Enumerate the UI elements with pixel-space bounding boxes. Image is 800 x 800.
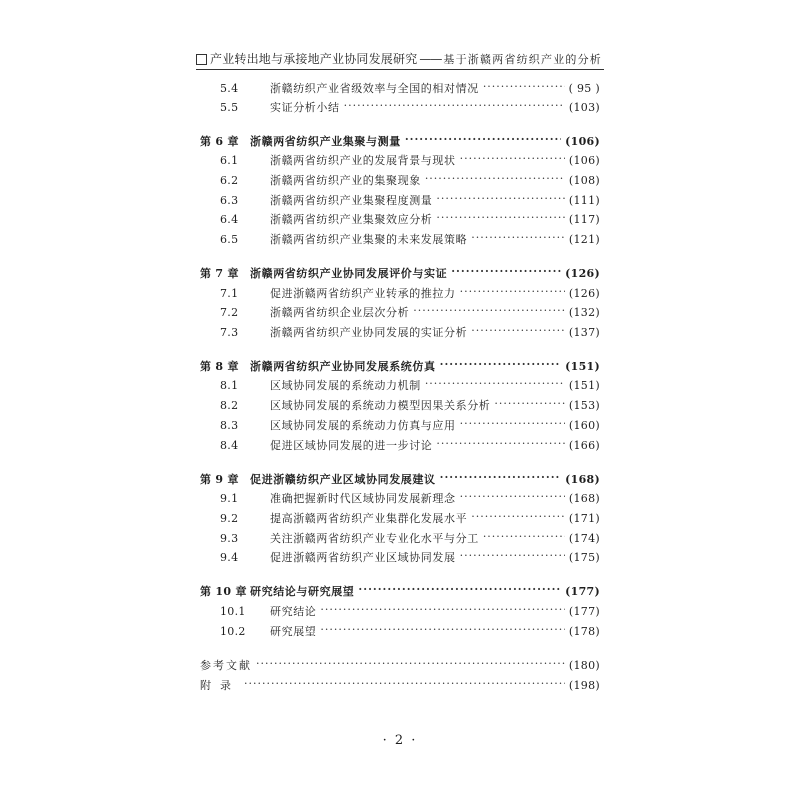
toc-leader-dots <box>460 284 565 302</box>
toc-entry-title: 区域协同发展的系统动力模型因果关系分析 <box>270 399 491 412</box>
toc-chapter-row[interactable] <box>200 470 600 488</box>
toc-entry-title: 浙赣两省纺织产业集聚的未来发展策略 <box>270 233 468 246</box>
toc-entry-title: 浙赣纺织产业省级效率与全国的相对情况 <box>270 82 479 95</box>
toc-leader-dots <box>413 303 565 321</box>
header-square-icon <box>196 54 207 65</box>
toc-entry-title: 准确把握新时代区域协同发展新理念 <box>270 492 456 505</box>
toc-page-number: (137) <box>568 325 600 339</box>
toc-leader-dots <box>483 79 565 97</box>
toc-leader-dots <box>320 622 565 640</box>
toc-section-row[interactable] <box>200 191 600 209</box>
toc-section-row[interactable] <box>200 489 600 507</box>
toc-entry-number: 8.1 <box>220 378 239 392</box>
toc-entry-title: 浙赣两省纺织产业协同发展的实证分析 <box>270 326 468 339</box>
toc-page-number: (171) <box>568 511 600 525</box>
toc-entry-title: 浙赣两省纺织产业的发展背景与现状 <box>270 154 456 167</box>
toc-entry-number: 9.2 <box>220 511 239 525</box>
toc-backmatter-row[interactable] <box>200 656 600 674</box>
toc-entry-title: 附录 <box>200 679 240 692</box>
toc-page-number: (106) <box>565 134 600 148</box>
toc-page-number: (178) <box>568 624 600 638</box>
toc-section-row[interactable] <box>200 622 600 640</box>
toc-section-row[interactable] <box>200 529 600 547</box>
toc-entry-title: 促进浙赣两省纺织产业区域协同发展 <box>270 551 456 564</box>
toc-entry-title: 促进区域协同发展的进一步讨论 <box>270 439 433 452</box>
toc-leader-dots <box>425 376 565 394</box>
toc-page-number: (106) <box>568 153 600 167</box>
toc-page-number: (180) <box>568 658 600 672</box>
toc-section-row[interactable] <box>200 303 600 321</box>
toc-backmatter-row[interactable] <box>200 676 600 694</box>
page-number: · 2 · <box>382 733 418 748</box>
running-header <box>196 50 604 67</box>
toc-entry-number: 8.4 <box>220 438 239 452</box>
toc-entry-number: 10.2 <box>220 624 246 638</box>
toc-page-number: (174) <box>568 531 600 545</box>
toc-entry-number: 8.3 <box>220 418 239 432</box>
toc-section-row[interactable] <box>200 151 600 169</box>
toc-entry-title: 浙赣两省纺织产业协同发展评价与实证 <box>250 267 448 280</box>
toc-chapter-row[interactable] <box>200 582 600 600</box>
toc-entry-number: 第 7 章 <box>200 267 239 280</box>
toc-page-number: (126) <box>565 266 600 280</box>
toc-entry-number: 9.1 <box>220 491 239 505</box>
toc-entry-number: 7.1 <box>220 286 239 300</box>
toc-leader-dots <box>460 489 565 507</box>
toc-chapter-row[interactable] <box>200 132 600 150</box>
toc-page-number: (198) <box>568 678 600 692</box>
toc-section-row[interactable] <box>200 284 600 302</box>
toc-page-number: (121) <box>568 232 600 246</box>
header-dash: —— <box>419 51 442 66</box>
header-title-main: 产业转出地与承接地产业协同发展研究 <box>210 52 418 66</box>
toc-page-number: (153) <box>568 398 600 412</box>
toc-section-row[interactable] <box>200 509 600 527</box>
toc-page-number: (151) <box>568 378 600 392</box>
toc-page-number: (175) <box>568 550 600 564</box>
toc-leader-dots <box>471 509 565 527</box>
toc-page-number: (151) <box>565 359 600 373</box>
header-title-sub: 基于浙赣两省纺织产业的分析 <box>443 52 603 66</box>
toc-entry-title: 参考文献 <box>200 659 252 672</box>
toc-page-number: (177) <box>565 584 600 598</box>
toc-leader-dots <box>460 151 565 169</box>
toc-page-number: (177) <box>568 604 600 618</box>
toc-entry-title: 关注浙赣两省纺织产业专业化水平与分工 <box>270 532 479 545</box>
toc-entry-number: 第 9 章 <box>200 473 239 486</box>
toc-entry-title: 浙赣两省纺织产业协同发展系统仿真 <box>250 360 436 373</box>
toc-leader-dots <box>256 656 565 674</box>
toc-entry-title: 研究展望 <box>270 625 317 638</box>
toc-page-number: (117) <box>568 212 600 226</box>
toc-entry-number: 10.1 <box>220 604 246 618</box>
toc-section-row[interactable] <box>200 602 600 620</box>
toc-leader-dots <box>483 529 565 547</box>
toc-section-row[interactable] <box>200 210 600 228</box>
toc-leader-dots <box>425 171 565 189</box>
toc-leader-dots <box>451 264 561 282</box>
toc-section-row[interactable] <box>200 98 600 116</box>
toc-leader-dots <box>494 396 565 414</box>
toc-leader-dots <box>344 98 565 116</box>
toc-entry-title: 区域协同发展的系统动力机制 <box>270 379 421 392</box>
toc-entry-number: 9.4 <box>220 550 239 564</box>
toc-entry-title: 浙赣两省纺织企业层次分析 <box>270 306 410 319</box>
header-rule <box>196 69 604 70</box>
toc-leader-dots <box>405 132 561 150</box>
toc-entry-title: 提高浙赣两省纺织产业集群化发展水平 <box>270 512 468 525</box>
toc-entry-number: 5.4 <box>220 81 239 95</box>
toc-page-number: (108) <box>568 173 600 187</box>
toc-leader-dots <box>436 436 565 454</box>
toc-leader-dots <box>471 323 565 341</box>
toc-page-number: (126) <box>568 286 600 300</box>
toc-entry-number: 5.5 <box>220 100 239 114</box>
toc-section-row[interactable] <box>200 396 600 414</box>
toc-entry-number: 7.3 <box>220 325 239 339</box>
toc-entry-number: 6.1 <box>220 153 239 167</box>
toc-entry-number: 8.2 <box>220 398 239 412</box>
toc-section-row[interactable] <box>200 171 600 189</box>
toc-chapter-row[interactable] <box>200 357 600 375</box>
toc-section-row[interactable] <box>200 323 600 341</box>
toc-entry-title: 浙赣两省纺织产业集聚程度测量 <box>270 194 433 207</box>
toc-entry-title: 浙赣两省纺织产业的集聚现象 <box>270 174 421 187</box>
toc-entry-title: 研究结论 <box>270 605 317 618</box>
toc-entry-number: 6.3 <box>220 193 239 207</box>
toc-leader-dots <box>436 191 565 209</box>
toc-page-number: (132) <box>568 305 600 319</box>
toc-entry-number: 第 6 章 <box>200 135 239 148</box>
toc-leader-dots <box>358 582 561 600</box>
toc-entry-number: 6.2 <box>220 173 239 187</box>
toc-section-row[interactable] <box>200 436 600 454</box>
toc-page-number: (160) <box>568 418 600 432</box>
toc-leader-dots <box>244 676 565 694</box>
toc-entry-title: 实证分析小结 <box>270 101 340 114</box>
toc-entry-title: 研究结论与研究展望 <box>250 585 355 598</box>
toc-entry-number: 第 8 章 <box>200 360 239 373</box>
toc-leader-dots <box>440 470 562 488</box>
toc-entry-title: 区域协同发展的系统动力仿真与应用 <box>270 419 456 432</box>
toc-entry-number: 7.2 <box>220 305 239 319</box>
toc-chapter-row[interactable] <box>200 264 600 282</box>
toc-entry-title: 浙赣两省纺织产业集聚效应分析 <box>270 213 433 226</box>
toc-section-row[interactable] <box>200 79 600 97</box>
toc-entry-title: 促进浙赣纺织产业区域协同发展建议 <box>250 473 436 486</box>
toc-leader-dots <box>320 602 565 620</box>
toc-page-number: (168) <box>568 491 600 505</box>
toc-entry-number: 6.5 <box>220 232 239 246</box>
toc-entry-number: 9.3 <box>220 531 239 545</box>
toc-page-number: (166) <box>568 438 600 452</box>
toc-section-row[interactable] <box>200 416 600 434</box>
toc-entry-title: 浙赣两省纺织产业集聚与测量 <box>250 135 401 148</box>
toc-page-number: ( 95 ) <box>568 81 600 95</box>
toc-leader-dots <box>460 416 565 434</box>
toc-leader-dots <box>471 230 565 248</box>
toc-leader-dots <box>460 548 565 566</box>
toc-page-number: (168) <box>565 472 600 486</box>
toc-leader-dots <box>436 210 565 228</box>
toc-page-number: (103) <box>568 100 600 114</box>
toc-page-number: (111) <box>568 193 600 207</box>
toc-entry-number: 6.4 <box>220 212 239 226</box>
toc-section-row[interactable] <box>200 376 600 394</box>
toc-entry-number: 第 10 章 <box>200 585 247 598</box>
toc-section-row[interactable] <box>200 230 600 248</box>
toc-entry-title: 促进浙赣两省纺织产业转承的推拉力 <box>270 287 456 300</box>
toc-leader-dots <box>440 357 562 375</box>
toc-section-row[interactable] <box>200 548 600 566</box>
